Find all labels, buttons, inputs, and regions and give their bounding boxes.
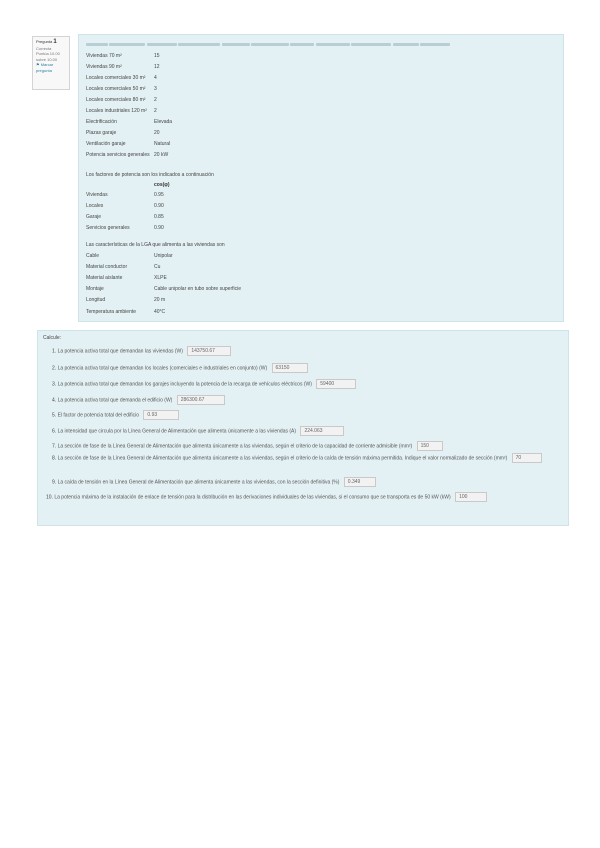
lga-row — [86, 275, 556, 282]
question-label: Pregunta — [36, 39, 53, 44]
question-num: 1. — [52, 348, 57, 355]
data-key: Locales comerciales 50 m² — [86, 86, 146, 92]
answer-input[interactable]: 59400 — [316, 379, 356, 389]
question-row — [52, 441, 443, 453]
question-num: 1 — [53, 39, 57, 45]
question-text: La potencia activa total que demanda el edificio (W) — [57, 397, 173, 404]
data-key: Plazas garaje — [86, 130, 117, 136]
data-key: Potencia servicios generales — [86, 152, 150, 158]
lga-key: Material conductor — [86, 264, 128, 270]
data-row — [86, 75, 556, 82]
question-status: Correcta — [36, 45, 52, 51]
question-row — [52, 426, 344, 438]
factor-key: Viviendas — [86, 192, 108, 198]
factor-row — [86, 203, 556, 210]
question-text: La sección de fase de la Línea General de Alimentación que alimenta únicamente a las viviendas, según el criterio de la caída de tensión máxima permitida. Indique el valor normalizado de sección (mm²) — [57, 455, 508, 462]
lga-value: Cu — [154, 264, 161, 270]
factor-row — [86, 214, 556, 221]
question-num: 3. — [52, 381, 57, 388]
lga-key: Cable — [86, 253, 100, 259]
data-value: 15 — [154, 53, 160, 59]
question-num: 9. — [52, 479, 57, 486]
problem-data-panel — [78, 34, 564, 322]
data-row — [86, 53, 556, 60]
data-row — [86, 108, 556, 115]
lga-key: Longitud — [86, 297, 106, 303]
data-key: Locales comerciales 80 m² — [86, 97, 146, 103]
data-row — [86, 119, 556, 126]
lga-key: Temperatura ambiente — [86, 309, 137, 315]
question-info-box — [32, 36, 70, 90]
question-text: La sección de fase de la Línea General de Alimentación que alimenta únicamente a las viviendas, según el criterio de la capacidad de corriente admisible (mm²) — [57, 443, 413, 450]
data-value: 2 — [154, 108, 157, 114]
flag-icon: ⚑ — [36, 62, 40, 68]
question-row — [46, 492, 487, 504]
answer-input[interactable]: 0.93 — [143, 410, 179, 420]
factor-key: Servicios generales — [86, 225, 130, 231]
answer-input[interactable]: 100 — [455, 492, 487, 502]
questions-panel — [37, 330, 569, 526]
question-row — [52, 346, 231, 358]
data-key: Viviendas 90 m² — [86, 64, 122, 70]
data-key: Ventilación garaje — [86, 141, 126, 147]
data-row — [86, 141, 556, 148]
data-value: 20 kW — [154, 152, 169, 158]
factores-column-header: cos(φ) — [154, 182, 170, 188]
answer-input[interactable]: 224.063 — [300, 426, 344, 436]
answer-input[interactable]: 286300.67 — [177, 395, 225, 405]
lga-value: 40°C — [154, 309, 166, 315]
data-key: Electrificación — [86, 119, 117, 125]
lga-row — [86, 264, 556, 271]
lga-title: Las características de la LGA que alimenta a las viviendas son — [86, 242, 225, 248]
data-value: 4 — [154, 75, 157, 81]
problem-intro — [86, 42, 556, 48]
data-row — [86, 86, 556, 93]
factor-value: 0.85 — [154, 214, 164, 220]
question-num: 8. — [52, 455, 57, 462]
data-value: 2 — [154, 97, 157, 103]
question-num: 10. — [46, 494, 53, 501]
question-text: La potencia activa total que demandan los garajes incluyendo la potencia de la recarga de vehículos eléctricos (W) — [57, 381, 312, 388]
factores-title: Los factores de potencia son los indicados a continuación — [86, 172, 214, 178]
question-num: 4. — [52, 397, 57, 404]
factor-value: 0.90 — [154, 225, 164, 231]
question-row — [52, 410, 179, 422]
data-row — [86, 130, 556, 137]
question-row — [52, 453, 560, 473]
data-key: Locales industriales 120 m² — [86, 108, 147, 114]
lga-value: 20 m — [154, 297, 166, 303]
factor-value: 0.90 — [154, 203, 164, 209]
factor-value: 0.95 — [154, 192, 164, 198]
question-text: El factor de potencia total del edificio — [57, 412, 140, 419]
question-text: La potencia activa total que demandan los locales (comerciales e industriales en conjunto) (W) — [57, 365, 268, 372]
data-value: 20 — [154, 130, 160, 136]
lga-row — [86, 309, 556, 316]
question-text: La caída de tensión en la Línea General de Alimentación que alimenta únicamente a las viviendas, con la sección definitiva (%) — [57, 479, 340, 486]
lga-value: Cable unipolar en tubo sobre superficie — [154, 286, 241, 292]
question-text: La intensidad que circula por la Línea General de Alimentación que alimenta únicamente a las viviendas (A) — [57, 428, 297, 435]
factor-key: Locales — [86, 203, 104, 209]
questions-title: Calcule: — [43, 335, 62, 341]
question-num: 6. — [52, 428, 57, 435]
answer-input[interactable]: 63150 — [272, 363, 308, 373]
data-key: Locales comerciales 30 m² — [86, 75, 146, 81]
question-text: La potencia máxima de la instalación de enlace de tensión para la distribución en las derivaciones individuales de las viviendas, si el consumo que se transporta es de 50 kW (kW) — [54, 494, 451, 501]
data-key: Viviendas 70 m² — [86, 53, 122, 59]
question-row — [52, 477, 376, 489]
lga-key: Montaje — [86, 286, 104, 292]
question-row — [52, 363, 308, 375]
data-row — [86, 64, 556, 71]
lga-row — [86, 286, 556, 293]
question-num: 7. — [52, 443, 57, 450]
data-value: Natural — [154, 141, 171, 147]
lga-value: Unipolar — [154, 253, 173, 259]
data-value: Elevada — [154, 119, 173, 125]
question-score: Puntúa 10.00 sobre 10.00 — [36, 51, 60, 62]
factor-row — [86, 225, 556, 232]
question-text: La potencia activa total que demandan las viviendas (W) — [57, 348, 183, 355]
data-row — [86, 97, 556, 104]
answer-input[interactable]: 0.349 — [344, 477, 376, 487]
question-row — [52, 395, 225, 407]
data-value: 12 — [154, 64, 160, 70]
factor-row — [86, 192, 556, 199]
question-number — [36, 39, 66, 46]
lga-row — [86, 253, 556, 260]
answer-input[interactable]: 70 — [512, 453, 542, 463]
question-num: 2. — [52, 365, 57, 372]
lga-value: XLPE — [154, 275, 167, 281]
data-value: 3 — [154, 86, 157, 92]
flag-label: Marcar pregunta — [36, 62, 54, 73]
lga-row — [86, 297, 556, 304]
answer-input[interactable]: 143750.67 — [187, 346, 231, 356]
factor-key: Garaje — [86, 214, 102, 220]
answer-input[interactable]: 150 — [417, 441, 443, 451]
flag-question-link[interactable] — [36, 62, 66, 73]
lga-key: Material aislante — [86, 275, 123, 281]
question-row — [52, 379, 356, 391]
data-row — [86, 152, 556, 159]
question-num: 5. — [52, 412, 57, 419]
